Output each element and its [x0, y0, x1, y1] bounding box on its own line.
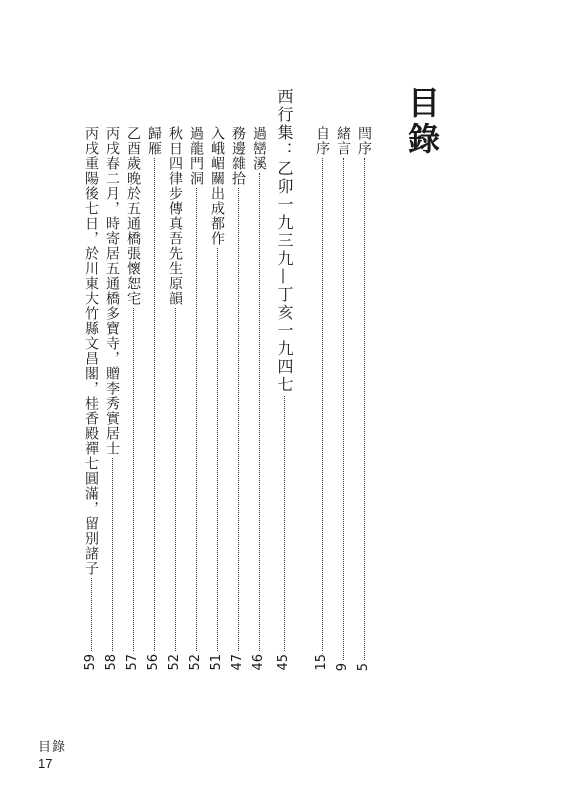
toc-entry[interactable] [313, 126, 331, 671]
toc-entry-title: 自序 [314, 126, 330, 156]
toc-entry-title: 歸雁 [146, 126, 162, 156]
toc-entry-title: 緒言 [335, 126, 351, 156]
dot-leader [364, 158, 365, 660]
dot-leader [112, 458, 113, 651]
toc-entry[interactable] [82, 126, 100, 671]
dot-leader [175, 308, 176, 651]
toc-entry-page: 5 [356, 662, 371, 671]
page-number: 17 [38, 756, 53, 771]
dot-leader [238, 188, 239, 651]
toc-entry[interactable] [355, 126, 373, 671]
toc-entry[interactable] [124, 126, 142, 671]
toc-entry-title: 過巒溪 [251, 126, 267, 171]
dot-leader [154, 158, 155, 651]
toc-entry-page: 15 [314, 654, 329, 671]
dot-leader [343, 158, 344, 660]
toc-entry[interactable] [187, 126, 205, 671]
toc-entry-title: 務邊雜拾 [230, 126, 246, 186]
toc-entry-title: 丙戌春二月，時寄居五通橋多寶寺，贈李秀實居士 [104, 126, 120, 456]
toc-entry-title: 入峨嵋關出成都作 [209, 126, 225, 246]
toc-entry-title: 乙酉歲晚於五通橋張懷恕宅 [125, 126, 141, 306]
toc-entry-title: 丙戌重陽後七日，於川東大竹縣文昌閣，桂香殿禪七圓滿，留別諸子 [83, 126, 99, 576]
dot-leader [91, 578, 92, 651]
toc-entry-page: 51 [209, 654, 224, 671]
dot-leader [322, 158, 323, 651]
toc-entry-title: 過龍門洞 [188, 126, 204, 186]
dot-leader [133, 308, 134, 651]
toc-entry-page: 59 [83, 654, 98, 671]
dot-leader [196, 188, 197, 651]
toc-entry[interactable] [208, 126, 226, 671]
page-title: 目錄 [403, 86, 441, 158]
toc-entry-page: 47 [230, 654, 245, 671]
toc-entry-page: 52 [188, 654, 203, 671]
dot-leader [284, 396, 285, 651]
toc-entry[interactable] [166, 126, 184, 671]
running-footer-label: 目錄 [38, 740, 67, 755]
toc-entry-page: 58 [104, 654, 119, 671]
toc-entry-title: 西行集：乙卯一九三九—丁亥一九四七 [275, 88, 294, 394]
toc-entry[interactable] [250, 126, 268, 671]
toc-entry-page: 56 [146, 654, 161, 671]
toc-section-heading[interactable] [275, 88, 293, 671]
toc-entry[interactable] [103, 126, 121, 671]
toc-entry[interactable] [145, 126, 163, 671]
toc-entry-title: 秋日四律步傳真吾先生原韻 [167, 126, 183, 306]
toc-entry[interactable] [229, 126, 247, 671]
toc-entry-page: 9 [335, 662, 350, 671]
toc-entry-title: 閆序 [356, 126, 372, 156]
toc-entry-page: 46 [251, 654, 266, 671]
toc-entry[interactable] [334, 126, 352, 671]
dot-leader [259, 173, 260, 651]
toc-entry-page: 45 [276, 654, 291, 671]
toc-entry-page: 57 [125, 654, 140, 671]
dot-leader [217, 248, 218, 651]
toc-entry-page: 52 [167, 654, 182, 671]
